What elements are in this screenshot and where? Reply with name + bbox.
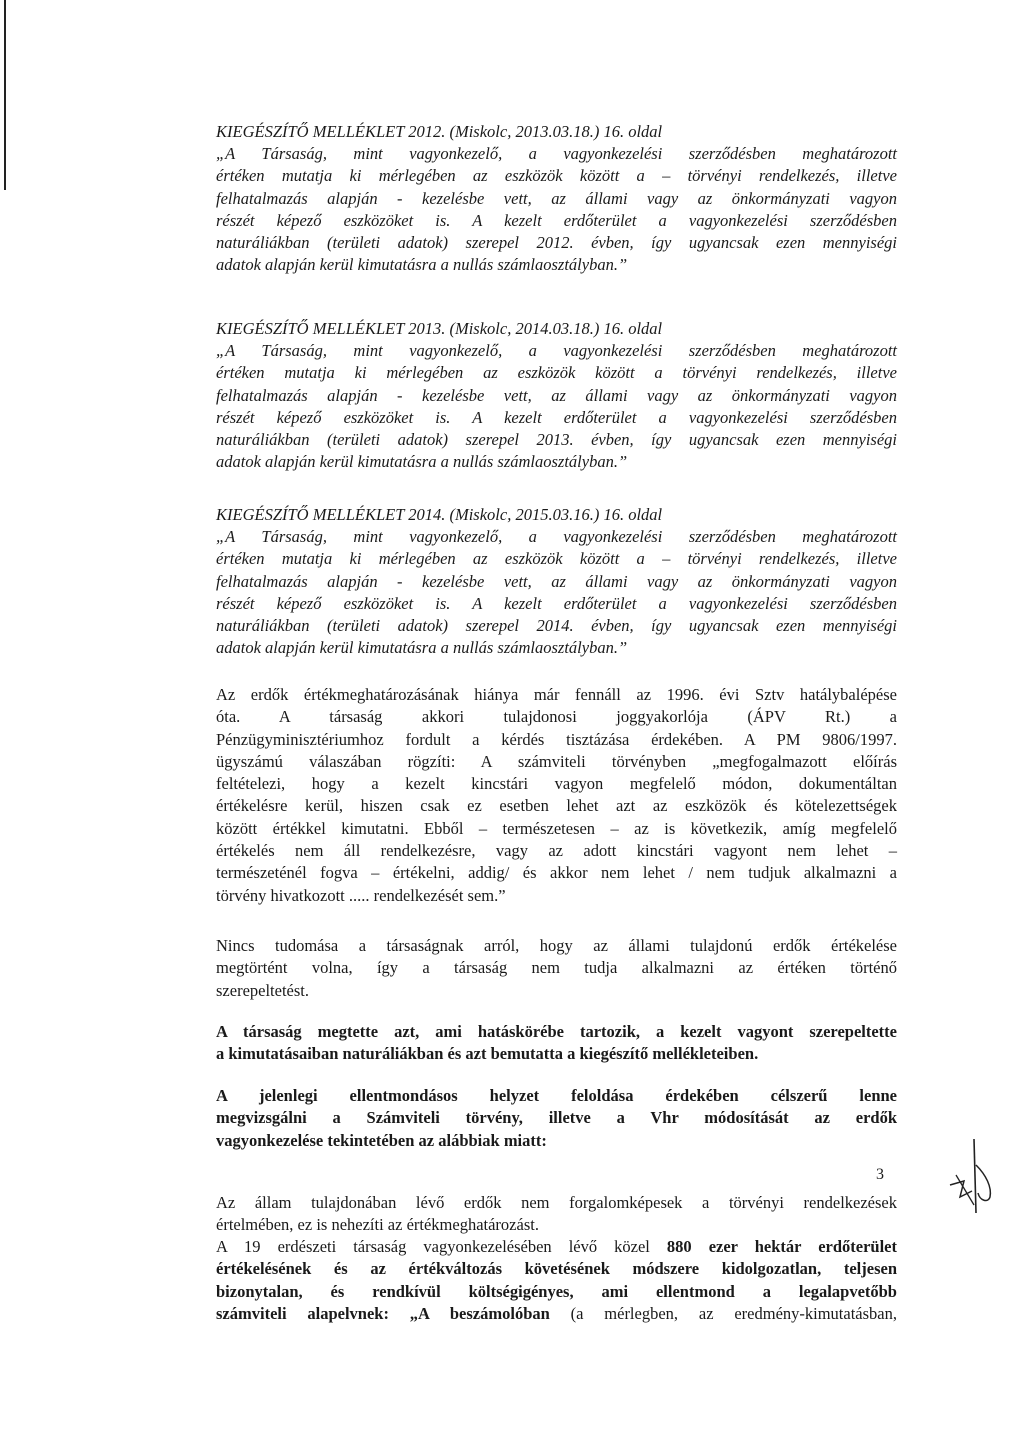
quote-line: naturáliákban (területi adatok) szerepel 2012. évben, így ugyancsak ezen mennyiségi — [216, 233, 897, 253]
quote-line: adatok alapján kerül kimutatásra a nullás számlaosztályban.” — [216, 255, 628, 275]
quote-line: naturáliákban (területi adatok) szerepel 2013. évben, így ugyancsak ezen mennyiségi — [216, 430, 897, 450]
paragraph-line: természeténél fogva – értékelni, addig/ és akkor nem lehet / nem tudjuk alkalmazni a — [216, 863, 897, 883]
supplement-2013-quote — [216, 318, 897, 473]
supplement-2012-heading: KIEGÉSZÍTŐ MELLÉKLET 2012. (Miskolc, 2013.03.18.) 16. oldal — [216, 122, 663, 141]
paragraph-company-action — [216, 1021, 897, 1066]
paragraph-line: feltételezi, hogy a kezelt kincstári vagyon megfelelő módon, dokumentáltan — [216, 774, 897, 794]
quote-line: értéken mutatja ki mérlegében az eszközök között a törvényi rendelkezés, illetve — [216, 363, 897, 383]
paragraph-line: megtörtént volna, így a társaság nem tudja alkalmazni az értéken történő — [216, 958, 897, 978]
supplement-2012-quote — [216, 121, 897, 276]
paragraph-non-marketable — [216, 1192, 897, 1237]
page-number: 3 — [876, 1166, 884, 1183]
quote-line: értéken mutatja ki mérlegében az eszközök között a – törvényi rendelkezés, illetve — [216, 549, 897, 569]
supplement-2014-quote — [216, 504, 897, 659]
paragraph-bold-text: számviteli alapelvnek: „A beszámolóban — [216, 1303, 550, 1323]
paragraph-bold-text: 880 ezer hektár erdőterület — [666, 1237, 897, 1256]
paragraph-line: A jelenlegi ellentmondásos helyzet feloldása érdekében célszerű lenne — [216, 1086, 897, 1105]
paragraph-line: Az erdők értékmeghatározásának hiánya már fennáll az 1996. évi Sztv hatálybalépése — [216, 685, 897, 704]
quote-line: „A Társaság, mint vagyonkezelő, a vagyonkezelési szerződésben meghatározott — [216, 341, 897, 361]
quote-line: részét képező eszközöket is. A kezelt erdőterület a vagyonkezelési szerződésben — [216, 407, 897, 427]
quote-line: adatok alapján kerül kimutatásra a nullás számlaosztályban.” — [216, 638, 628, 658]
supplement-2014-heading: KIEGÉSZÍTŐ MELLÉKLET 2014. (Miskolc, 2015.03.16.) 16. oldal — [216, 505, 663, 524]
paragraph-line: értékelésre kerül, hiszen csak ez esetben lehet azt az eszközök és kötelezettségek — [216, 796, 897, 816]
paragraph-text: (a mérlegben, az eredmény-kimutatásban, — [549, 1303, 897, 1323]
paragraph-no-knowledge — [216, 935, 897, 1002]
paragraph-line: szerepeltetést. — [216, 980, 309, 1000]
paragraph-line: bizonytalan, és rendkívül költségigényes, ami ellentmond a legalapvetőbb — [216, 1281, 897, 1301]
paragraph-line — [216, 1303, 897, 1325]
paragraph-line: megvizsgálni a Számviteli törvény, illetve a Vhr módosítását az erdők — [216, 1108, 897, 1128]
quote-line: adatok alapján kerül kimutatásra a nullás számlaosztályban.” — [216, 452, 628, 472]
quote-line: felhatalmazás alapján - kezelésbe vett, az állami vagy az önkormányzati vagyon — [216, 571, 897, 591]
paragraph-line: a kimutatásaiban naturáliákban és azt bemutatta a kiegészítő mellékleteiben. — [216, 1044, 759, 1064]
handwritten-signature — [930, 1135, 1010, 1215]
paragraph-text: A 19 erdészeti társaság vagyonkezelésében lévő közel — [216, 1237, 667, 1256]
paragraph-line: vagyonkezelése tekintetében az alábbiak miatt: — [216, 1130, 547, 1150]
paragraph-recommendation — [216, 1085, 897, 1152]
paragraph-line: értékelés nem áll rendelkezésre, vagy az adott kincstári vagyont nem lehet – — [216, 841, 897, 861]
paragraph-forest-valuation-history — [216, 684, 897, 907]
scan-edge-line — [4, 0, 6, 190]
paragraph-line: Pénzügyminisztériumhoz fordult a kérdés tisztázása érdekében. A PM 9806/1997. — [216, 729, 897, 749]
paragraph-line: Az állam tulajdonában lévő erdők nem forgalomképesek a törvényi rendelkezések — [216, 1193, 897, 1212]
quote-line: „A Társaság, mint vagyonkezelő, a vagyonkezelési szerződésben meghatározott — [216, 527, 897, 547]
paragraph-line: Nincs tudomása a társaságnak arról, hogy az állami tulajdonú erdők értékelése — [216, 936, 897, 955]
quote-line: részét képező eszközöket is. A kezelt erdőterület a vagyonkezelési szerződésben — [216, 210, 897, 230]
quote-line: felhatalmazás alapján - kezelésbe vett, az állami vagy az önkormányzati vagyon — [216, 188, 897, 208]
paragraph-line: értelmében, ez is nehezíti az értékmeghatározást. — [216, 1215, 539, 1235]
paragraph-line: törvény hivatkozott ..... rendelkezését sem.” — [216, 885, 506, 905]
paragraph-line: A társaság megtette azt, ami hatáskörébe tartozik, a kezelt vagyont szerepeltette — [216, 1022, 897, 1041]
quote-line: részét képező eszközöket is. A kezelt erdőterület a vagyonkezelési szerződésben — [216, 593, 897, 613]
paragraph-line — [216, 1236, 897, 1258]
quote-line: értéken mutatja ki mérlegében az eszközök között a – törvényi rendelkezés, illetve — [216, 166, 897, 186]
supplement-2013-heading: KIEGÉSZÍTŐ MELLÉKLET 2013. (Miskolc, 2014.03.18.) 16. oldal — [216, 319, 663, 338]
quote-line: felhatalmazás alapján - kezelésbe vett, az állami vagy az önkormányzati vagyon — [216, 385, 897, 405]
paragraph-line: ügyszámú válaszában rögzíti: A számviteli törvényben „megfogalmazott előírás — [216, 751, 897, 771]
paragraph-line: között értékkel kimutatni. Ebből – természetesen – az is következik, amíg megfelelő — [216, 818, 897, 838]
quote-line: naturáliákban (területi adatok) szerepel 2014. évben, így ugyancsak ezen mennyiségi — [216, 616, 897, 636]
paragraph-line: értékelésének és az értékváltozás követésének módszere kidolgozatlan, teljesen — [216, 1259, 897, 1279]
quote-line: „A Társaság, mint vagyonkezelő, a vagyonkezelési szerződésben meghatározott — [216, 144, 897, 164]
paragraph-line: óta. A társaság akkori tulajdonosi joggyakorlója (ÁPV Rt.) a — [216, 707, 897, 727]
paragraph-forest-area — [216, 1236, 897, 1325]
